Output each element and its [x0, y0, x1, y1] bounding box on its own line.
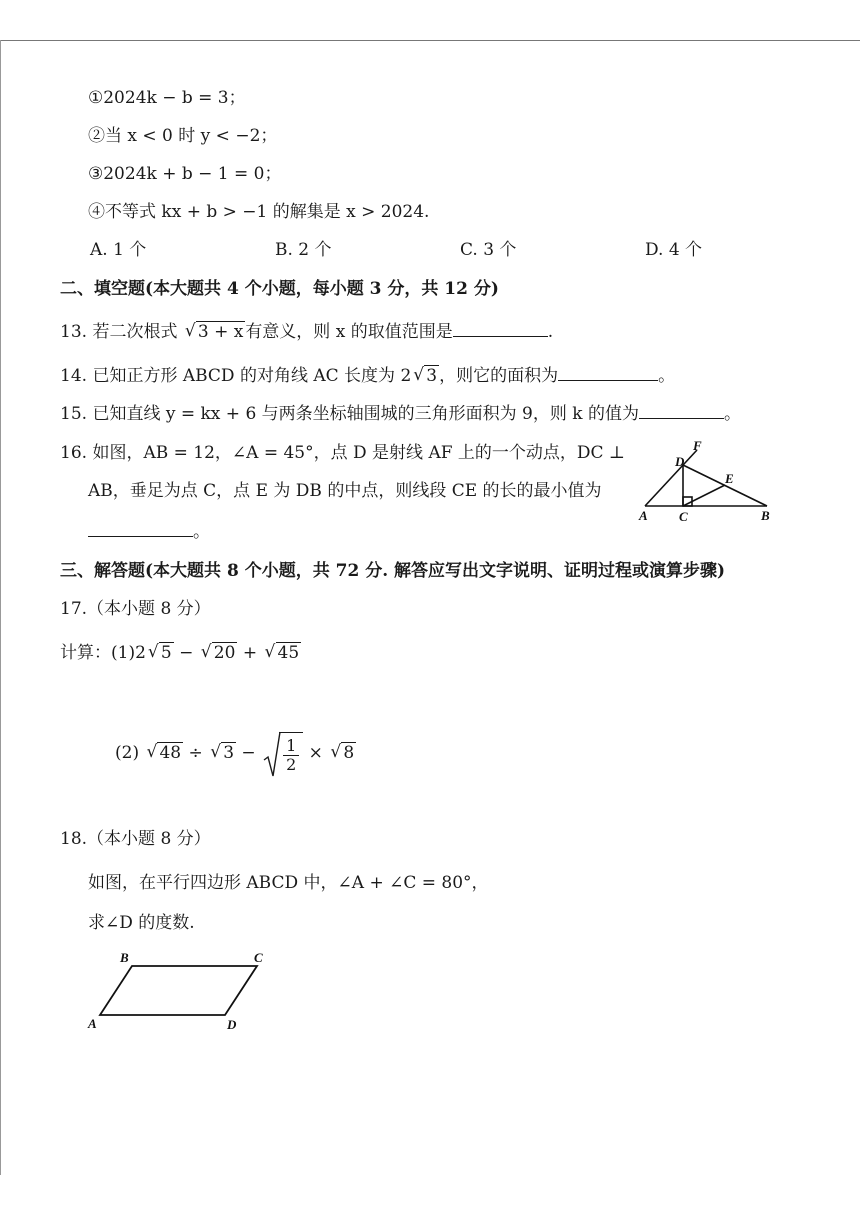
q18-title: 18.（本小题 8 分） [60, 829, 211, 849]
q15 [60, 402, 741, 425]
q17-title: 17.（本小题 8 分） [60, 599, 211, 619]
q17-p2-numerator: 1 [283, 737, 299, 756]
q16-answer-blank[interactable] [88, 520, 193, 537]
label-c: C [254, 950, 263, 965]
segment-ce [683, 485, 725, 506]
q16-text-end: 。 [193, 522, 210, 542]
q14-answer-blank[interactable] [558, 364, 658, 381]
q17-p1-radicand-2: 20 [213, 643, 236, 663]
label-c: C [679, 509, 688, 524]
label-d: D [675, 454, 685, 469]
q17-p2-fraction [283, 737, 299, 774]
label-e: E [725, 471, 734, 486]
q17-p2-radicand-1: 48 [159, 743, 182, 763]
q12-option-b: B. 2 个 [275, 240, 332, 260]
q13-text-pre: 13. 若二次根式 [60, 322, 183, 342]
q15-answer-blank[interactable] [639, 402, 724, 419]
section-2-heading: 二、填空题(本大题共 4 个小题，每小题 3 分，共 12 分) [60, 279, 499, 299]
label-a: A [639, 508, 648, 523]
q14-sqrt [413, 365, 439, 387]
q14-text-post: ，则它的面积为 [439, 366, 559, 386]
q16-line-3 [88, 520, 210, 543]
q13 [60, 320, 553, 343]
q13-radicand: 3 + x [197, 322, 244, 342]
q18-parallelogram-figure [82, 945, 282, 1035]
q18-line-2: 求∠D 的度数. [88, 913, 195, 933]
q16-figure [635, 438, 785, 526]
q13-answer-blank[interactable] [453, 320, 548, 337]
q14-text-end: 。 [658, 366, 676, 386]
label-b: B [761, 508, 770, 523]
q17-p1-prefix: 计算：(1)2 [60, 643, 146, 663]
label-f: F [693, 438, 702, 453]
parallelogram-abcd [100, 966, 257, 1015]
q14-radicand: 3 [426, 366, 438, 386]
q17-p2-sqrt-3 [330, 733, 356, 773]
q17-p1-radicand-3: 45 [277, 643, 300, 663]
q17-p2-prefix: (2) [115, 743, 145, 763]
q17-p2-sqrt-2 [210, 733, 236, 773]
q17-p2-minus: − [236, 743, 262, 763]
q17-p1-sqrt-3 [265, 642, 302, 664]
q13-text-post: 有意义，则 x 的取值范围是 [245, 322, 453, 342]
q15-text: 15. 已知直线 y = kx + 6 与两条坐标轴围城的三角形面积为 9，则 k 的值为 [60, 404, 639, 424]
q17-p1-sqrt-2 [201, 642, 238, 664]
label-a: A [88, 1016, 97, 1031]
label-d: D [227, 1017, 237, 1032]
q12-option-c: C. 3 个 [460, 240, 517, 260]
q17-p2-denominator: 2 [286, 755, 297, 774]
q12-statement-4: ④不等式 kx + b > −1 的解集是 x > 2024. [88, 202, 430, 222]
q12-option-a: A. 1 个 [90, 240, 147, 260]
q12-statement-3: ③2024k + b − 1 = 0； [88, 164, 282, 184]
q17-part-1 [60, 642, 301, 664]
page-top-border [0, 40, 860, 41]
q18-line-1: 如图，在平行四边形 ABCD 中，∠A + ∠C = 80°， [88, 873, 489, 893]
page-left-border [0, 40, 1, 1175]
q17-p1-plus: + [237, 643, 263, 663]
q17-p2-divide: ÷ [183, 743, 209, 763]
label-b: B [120, 950, 129, 965]
q17-p1-sqrt-1 [148, 642, 174, 664]
q12-statement-1: ①2024k − b = 3； [88, 88, 246, 108]
q13-text-end: . [547, 322, 554, 342]
q17-p2-radicand-2: 3 [223, 743, 235, 763]
q15-text-end: 。 [724, 404, 741, 424]
q17-part-2 [115, 732, 356, 775]
q16-line-1: 16. 如图，AB = 12，∠A = 45°，点 D 是射线 AF 上的一个动点，DC ⊥ [60, 443, 625, 463]
q17-p2-sqrt-fraction [263, 732, 303, 775]
q13-sqrt [185, 321, 245, 343]
q12-statement-2: ②当 x < 0 时 y < −2； [88, 126, 278, 146]
radical-sign-icon [263, 730, 281, 780]
q17-p1-radicand-1: 5 [160, 643, 172, 663]
section-3-heading: 三、解答题(本大题共 8 个小题，共 72 分. 解答应写出文字说明、证明过程或演算步骤) [60, 561, 726, 581]
q17-p2-sqrt-1 [146, 733, 183, 773]
q17-p1-minus: − [173, 643, 199, 663]
q17-p2-times: × [303, 743, 329, 763]
q12-option-d: D. 4 个 [645, 240, 703, 260]
q14 [60, 364, 675, 387]
q17-p2-radicand-3: 8 [343, 743, 355, 763]
q16-line-2: AB，垂足为点 C，点 E 为 DB 的中点，则线段 CE 的长的最小值为 [88, 481, 602, 501]
q14-text-pre: 14. 已知正方形 ABCD 的对角线 AC 长度为 2 [60, 366, 412, 386]
